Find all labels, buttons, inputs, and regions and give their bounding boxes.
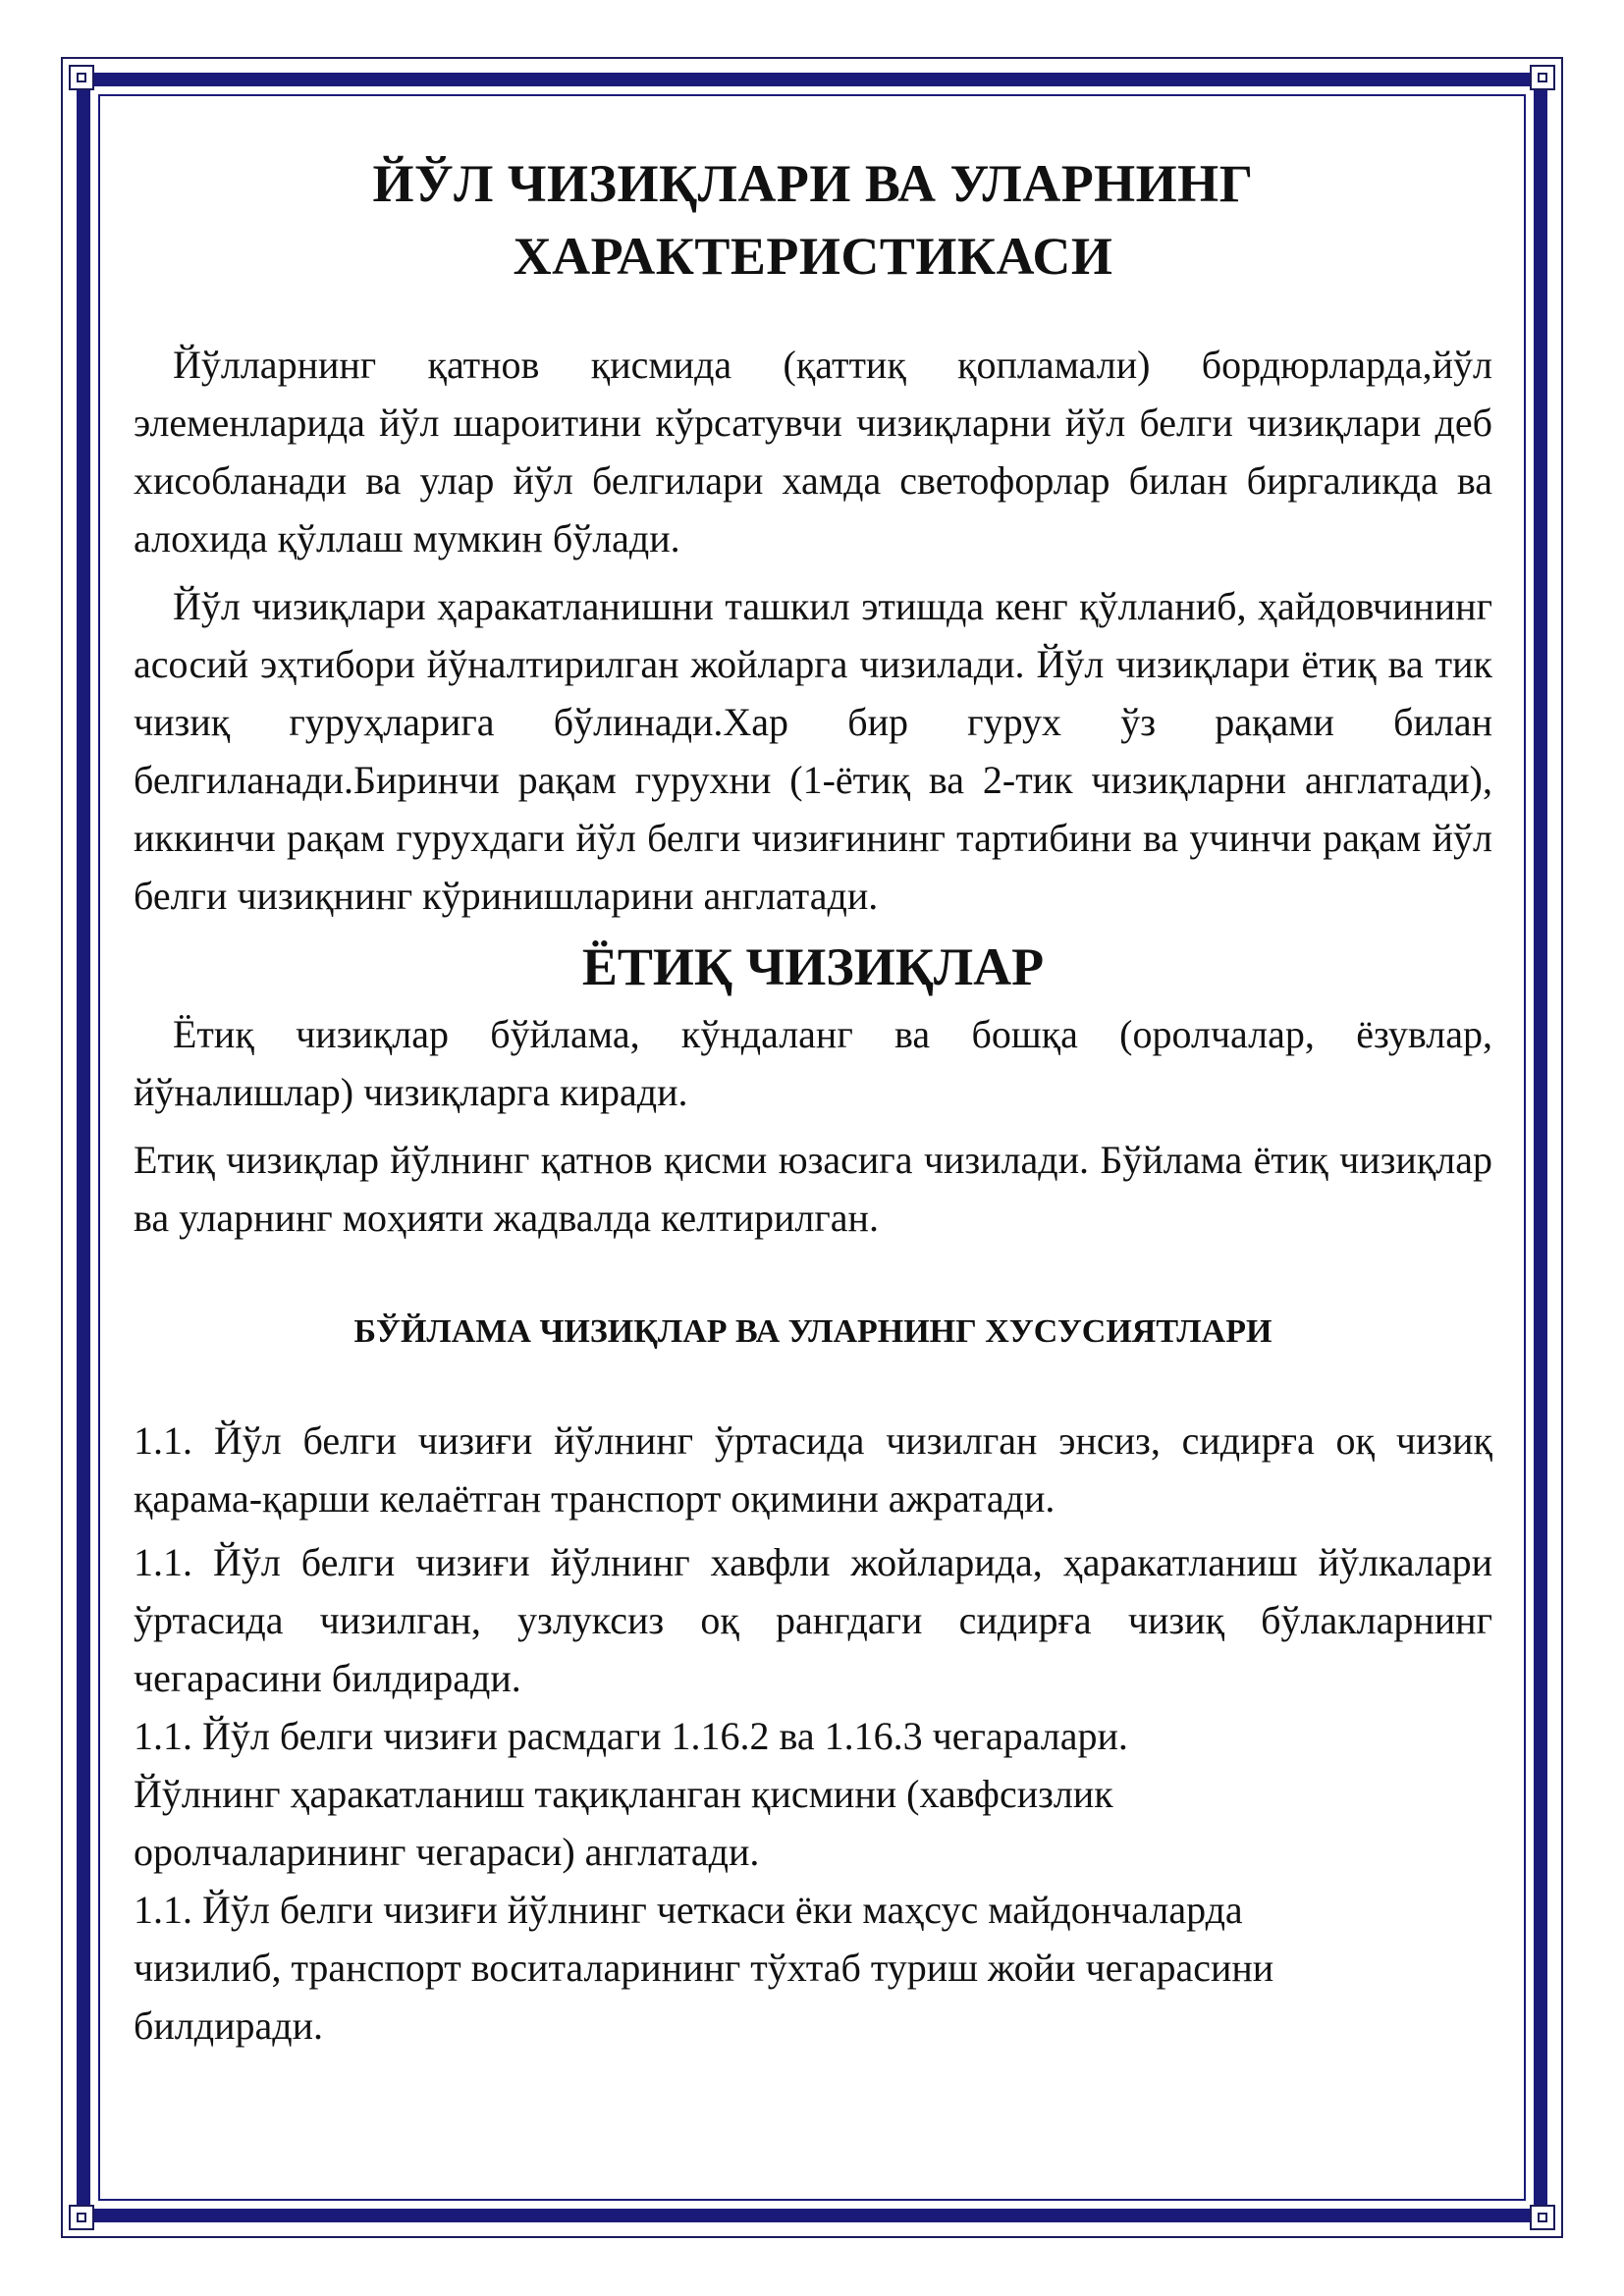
section-paragraph-1: Ётиқ чизиқлар бўйлама, кўндаланг ва бошқа (оролчалар, ёзувлар, йўналишлар) чизиқларга киради. (134, 1012, 1492, 1114)
list-item: чизилиб, транспорт воситаларининг тўхтаб туриш жойи чегарасини (134, 1946, 1274, 1990)
section-paragraph-2: Етиқ чизиқлар йўлнинг қатнов қисми юзасига чизилади. Бўйлама ётиқ чизиқлар ва уларнинг моҳияти жадвалда келтирилган. (134, 1138, 1492, 1240)
list-item: билдиради. (134, 2003, 323, 2048)
subsection-title: БЎЙЛАМА ЧИЗИҚЛАР ВА УЛАРНИНГ ХУСУСИЯТЛАРИ (353, 1313, 1272, 1350)
intro-paragraph-1: Йўлларнинг қатнов қисмида (қаттиқ қопламали) бордюрларда,йўл элеменларида йўл шароитини кўрсатувчи чизиқларни йўл белги чизиқлари деб хисобланади ва улар йўл белгилари хамда светофорлар билан биргаликда ва алохида қўллаш мумкин бўлади. (134, 343, 1492, 561)
frame-corner-bottom-right (1530, 2205, 1555, 2230)
frame-corner-top-left (69, 65, 94, 90)
list-item: 1.1. Йўл белги чизиғи йўлнинг четкаси ёки маҳсус майдончаларда (134, 1888, 1243, 1932)
intro-paragraph-2: Йўл чизиқлари ҳаракатланишни ташкил этишда кенг қўлланиб, ҳайдовчининг асосий эҳтибори йўналтирилган жойларга чизилади. Йўл чизиқлари ётиқ ва тик чизиқ гуруҳларига бўлинади.Хар бир гурух ўз рақами билан белгиланади.Биринчи рақам гурухни (1-ётиқ ва 2-тик чизиқларни англатади), иккинчи рақам гурухдаги йўл белги чизиғининг тартибини ва учинчи рақам йўл белги чизиқнинг кўринишларини англатади. (134, 584, 1492, 918)
section-title: ЁТИҚ ЧИЗИҚЛАР (581, 937, 1045, 996)
page-title-line-2: ХАРАКТЕРИСТИКАСИ (513, 227, 1113, 286)
document-body (134, 147, 1492, 2055)
page-title (134, 147, 1492, 293)
frame-corner-top-right (1530, 65, 1555, 90)
frame-corner-bottom-left (69, 2205, 94, 2230)
page-title-line-1: ЙЎЛ ЧИЗИҚЛАРИ ВА УЛАРНИНГ (372, 154, 1254, 213)
list-item: 1.1. Йўл белги чизиғи йўлнинг ўртасида чизилган энсиз, сидирға оқ чизиқ қарама-қарши келаётган транспорт оқимини ажратади. (134, 1418, 1492, 1521)
list-item: 1.1. Йўл белги чизиғи йўлнинг хавфли жойларида, ҳаракатланиш йўлкалари ўртасида чизилган, узлуксиз оқ рангдаги сидирға чизиқ бўлакларнинг чегарасини билдиради. (134, 1540, 1492, 1700)
list-item: оролчаларининг чегараси) англатади. (134, 1830, 760, 1874)
list-item: 1.1. Йўл белги чизиғи расмдаги 1.16.2 ва 1.16.3 чегаралари. (134, 1714, 1128, 1758)
list-item: Йўлнинг ҳаракатланиш тақиқланган қисмини (хавфсизлик (134, 1772, 1113, 1816)
